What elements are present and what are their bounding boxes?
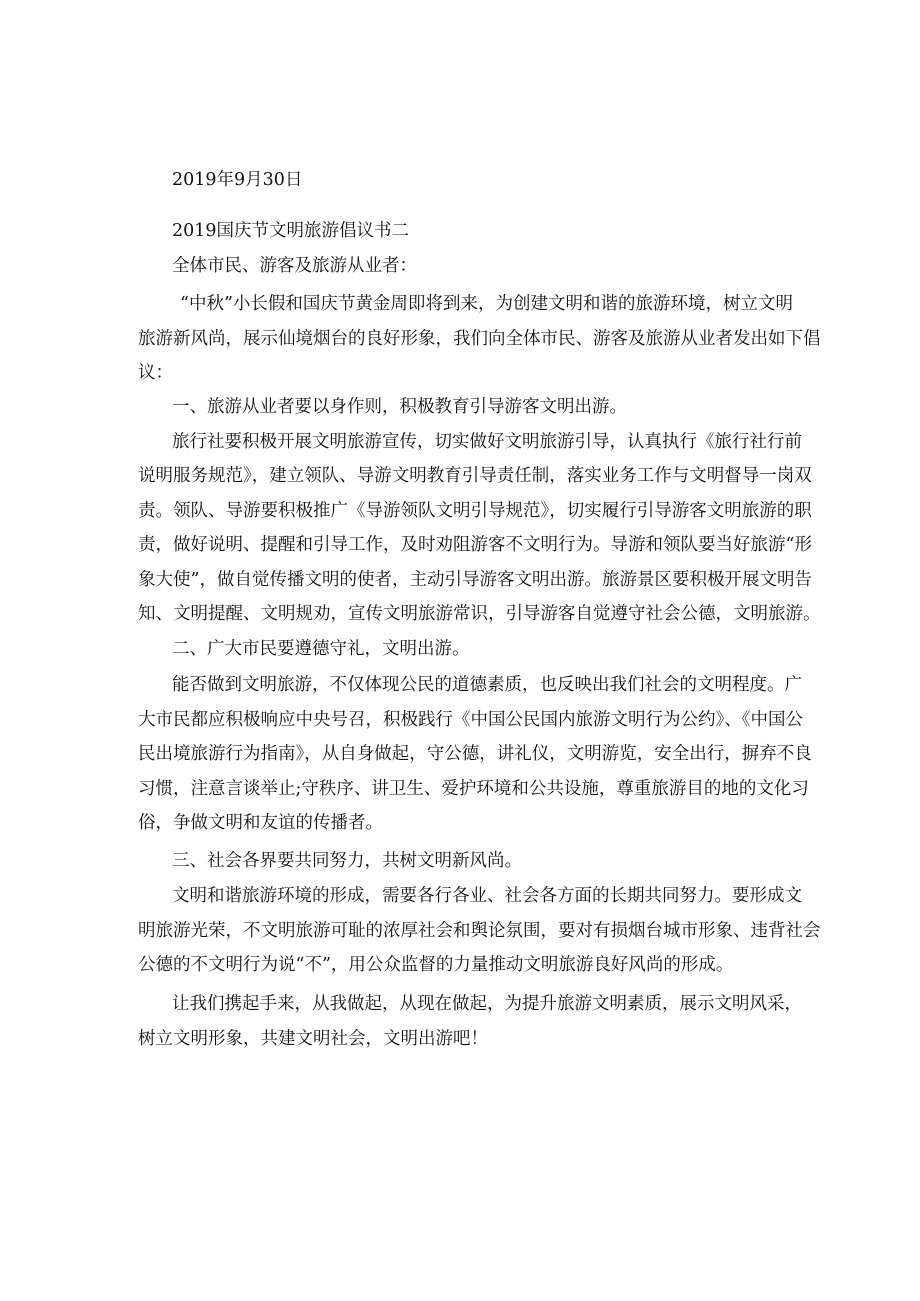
- section-3-line: 文明和谐旅游环境的形成，需要各行各业、社会各方面的长期共同努力。要形成文: [172, 886, 802, 906]
- section-2-line: 习惯，注意言谈举止;守秩序、讲卫生、爱护环境和公共设施，尊重旅游目的地的文化习: [138, 779, 809, 799]
- intro-line: 议：: [138, 363, 173, 383]
- section-3-heading: 三、社会各界要共同努力，共树文明新风尚。: [172, 851, 522, 871]
- document-title: 2019国庆节文明旅游倡议书二: [172, 221, 410, 241]
- section-2-line: 大市民都应积极响应中央号召，积极践行《中国公民国内旅游文明行为公约》、《中国公: [138, 710, 803, 730]
- section-2-heading: 二、广大市民要遵德守礼，文明出游。: [172, 639, 470, 659]
- section-1-heading: 一、旅游从业者要以身作则，积极教育引导游客文明出游。: [172, 397, 627, 417]
- section-1-line: 知、文明提醒、文明规劝，宣传文明旅游常识，引导游客自觉遵守社会公德，文明旅游。: [138, 604, 821, 624]
- section-2-line: 俗，争做文明和友谊的传播者。: [138, 813, 383, 833]
- section-1-line: 旅行社要积极开展文明旅游宣传，切实做好文明旅游引导，认真执行《旅行社行前: [172, 432, 802, 452]
- document-date: 2019年9月30日: [172, 170, 303, 190]
- intro-line: 旅游新风尚，展示仙境烟台的良好形象，我们向全体市民、游客及旅游从业者发出如下倡: [138, 329, 821, 349]
- closing-line: 树立文明形象，共建文明社会，文明出游吧！: [138, 1029, 488, 1049]
- intro-line: “中秋”小长假和国庆节黄金周即将到来，为创建文明和谐的旅游环境，树立文明: [180, 294, 793, 314]
- salutation: 全体市民、游客及旅游从业者：: [172, 256, 417, 276]
- section-1-line: 责。领队、导游要积极推广《导游领队文明引导规范》，切实履行引导游客文明旅游的职: [138, 501, 812, 521]
- section-1-line: 说明服务规范》，建立领队、导游文明教育引导责任制，落实业务工作与文明督导一岗双: [138, 466, 812, 486]
- section-3-line: 明旅游光荣，不文明旅游可耻的浓厚社会和舆论氛围，要对有损烟台城市形象、违背社会: [138, 921, 821, 941]
- section-2-line: 民出境旅游行为指南》，从自身做起，守公德，讲礼仪，文明游览，安全出行，摒弃不良: [138, 744, 812, 764]
- section-2-line: 能否做到文明旅游，不仅体现公民的道德素质，也反映出我们社会的文明程度。广: [172, 675, 802, 695]
- section-1-line: 责，做好说明、提醒和引导工作，及时劝阻游客不文明行为。导游和领队要当好旅游“形: [138, 535, 812, 555]
- closing-line: 让我们携起手来，从我做起，从现在做起，为提升旅游文明素质，展示文明风采，: [172, 994, 802, 1014]
- section-3-line: 公德的不文明行为说“不”，用公众监督的力量推动文明旅游良好风尚的形成。: [138, 955, 734, 975]
- section-1-line: 象大使”，做自觉传播文明的使者，主动引导游客文明出游。旅游景区要积极开展文明告: [138, 570, 812, 590]
